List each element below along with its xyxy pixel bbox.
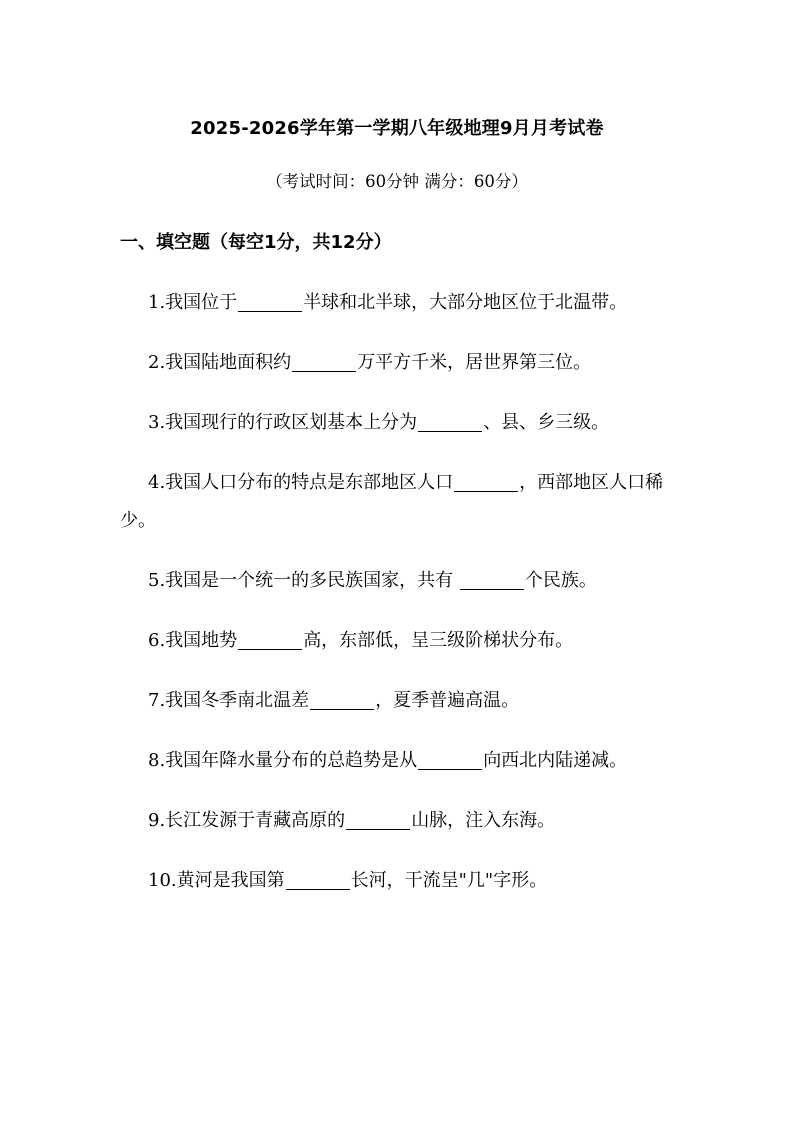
question-text: 山脉，注入东海。 [411, 810, 556, 831]
question-item [120, 562, 688, 600]
answer-blank [454, 469, 518, 492]
question-text: 9.长江发源于青藏高原的 [148, 810, 346, 831]
question-item [120, 682, 688, 720]
question-text: 个民族。 [524, 570, 597, 591]
answer-blank [418, 409, 482, 432]
question-text: ，西部地区人口稀少。 [120, 472, 664, 531]
question-text: 半球和北半球，大部分地区位于北温带。 [303, 292, 628, 313]
question-text: 8.我国年降水量分布的总趋势是从 [148, 750, 418, 771]
question-text: 2.我国陆地面积约 [148, 352, 292, 373]
question-text: 向西北内陆递减。 [483, 750, 628, 771]
question-text: ，夏季普遍高温。 [375, 690, 520, 711]
question-item [120, 464, 688, 540]
question-item [120, 284, 688, 322]
exam-title: 2025-2026学年第一学期八年级地理9月月考试卷 [190, 118, 604, 139]
question-text: 5.我国是一个统一的多民族国家，共有 [148, 570, 459, 591]
answer-blank [292, 349, 356, 372]
question-item [120, 404, 688, 442]
question-text: 7.我国冬季南北温差 [148, 690, 310, 711]
question-text: 10.黄河是我国第 [148, 870, 285, 891]
question-text: 万平方千米，居世界第三位。 [357, 352, 592, 373]
answer-blank [286, 867, 350, 890]
question-item [120, 622, 688, 660]
question-item [120, 344, 688, 382]
question-text: 1.我国位于 [148, 292, 238, 313]
question-list [120, 284, 688, 900]
answer-blank [238, 627, 302, 650]
answer-blank [460, 567, 524, 590]
question-text: 、县、乡三级。 [483, 412, 610, 433]
question-text: 高，东部低，呈三级阶梯状分布。 [303, 630, 574, 651]
exam-subtitle: （考试时间：60分钟 满分：60分） [266, 172, 528, 191]
question-text: 4.我国人口分布的特点是东部地区人口 [148, 472, 454, 493]
answer-blank [346, 807, 410, 830]
question-item [120, 742, 688, 780]
answer-blank [238, 289, 302, 312]
question-text: 6.我国地势 [148, 630, 238, 651]
answer-blank [418, 747, 482, 770]
question-text: 长河，干流呈"几"字形。 [350, 870, 548, 891]
question-item [120, 802, 688, 840]
answer-blank [310, 687, 374, 710]
question-text: 3.我国现行的行政区划基本上分为 [148, 412, 418, 433]
section-heading-fill-in: 一、填空题（每空1分，共12分） [120, 232, 392, 253]
question-item [120, 862, 688, 900]
